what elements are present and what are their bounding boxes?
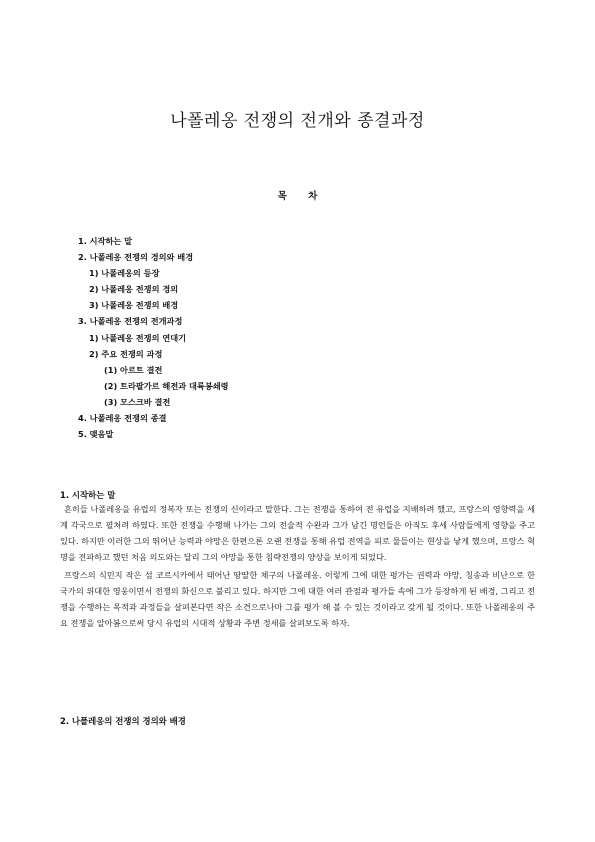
paragraph: 프랑스의 식민지 작은 섬 코르시카에서 태어난 땅딸한 체구의 나폴레옹. 이렇게 그에 대한 평가는 권력과 야망, 칭송과 비난으로 한 국가의 위대한 영웅이면서 전쟁의 화신으로 불리고 있다. 하지만 그에 대한 여러 관점과 평가들 속에 그가 등장하게 된 배경, 그리고 전쟁을 수행하는 목적과 과정들을 살펴본다면 작은 소견으로나마 그를 평가 해 볼 수 있는 것이라고 갖게 될 것이다. 또한 나폴레옹의 주요 전쟁을 알아봄으로써 당시 유럽의 시대적 상황과 주변 정세를 살펴보도록 하자. [60,570,535,628]
toc-item: (3) 모스크바 결전 [104,396,171,407]
toc-item: (2) 트라팔가르 해전과 대륙봉쇄령 [104,380,229,391]
section-body [60,501,535,631]
toc-item: (1) 아르트 결전 [104,364,163,375]
toc-item: 1) 나폴레옹의 등장 [89,268,160,279]
toc-item: 1) 나폴레옹 전쟁의 연대기 [89,332,187,343]
toc-item: 5. 맺음말 [78,429,114,440]
toc-item: 2) 나폴레옹 전쟁의 경의 [89,284,179,295]
document-title: 나폴레옹 전쟁의 전개와 종결과정 [170,111,425,131]
toc-item: 3. 나폴레옹 전쟁의 전개과정 [78,316,183,327]
toc-heading: 목 차 [277,191,318,202]
toc-item: 4. 나폴레옹 전쟁의 종결 [78,413,167,424]
toc-item: 2. 나폴레옹 전쟁의 경의와 배경 [78,252,194,263]
section-heading: 2. 나폴레옹의 전쟁의 경의와 배경 [60,716,186,726]
toc-item: 2) 주요 전쟁의 과정 [89,348,163,359]
paragraph: 흔히들 나폴레옹을 유럽의 정복자 또는 전쟁의 신이라고 말한다. 그는 전쟁을 통하여 전 유럽을 지배하려 했고, 프랑스의 영향력을 세계 각국으로 펼쳐려 하였다. 또한 전쟁을 수행해 나가는 그의 전술적 수완과 그가 남긴 명언들은 아직도 후세 사람들에게 영향을 주고 있다. 하지만 이러한 그의 뛰어난 능력과 야망은 한편으론 오랜 전쟁을 통해 유럽 전역을 피로 물들이는 현상을 낳게 했으며, 프랑스 혁명을 전파하고 했던 처음 의도와는 달리 그의 야망을 통한 침략전쟁의 양상을 보이게 되었다. [60,504,535,562]
table-of-contents [78,233,229,442]
section-heading: 1. 시작하는 말 [60,490,116,500]
toc-item: 3) 나폴레옹 전쟁의 배경 [89,300,179,311]
toc-item: 1. 시작하는 말 [78,236,133,246]
